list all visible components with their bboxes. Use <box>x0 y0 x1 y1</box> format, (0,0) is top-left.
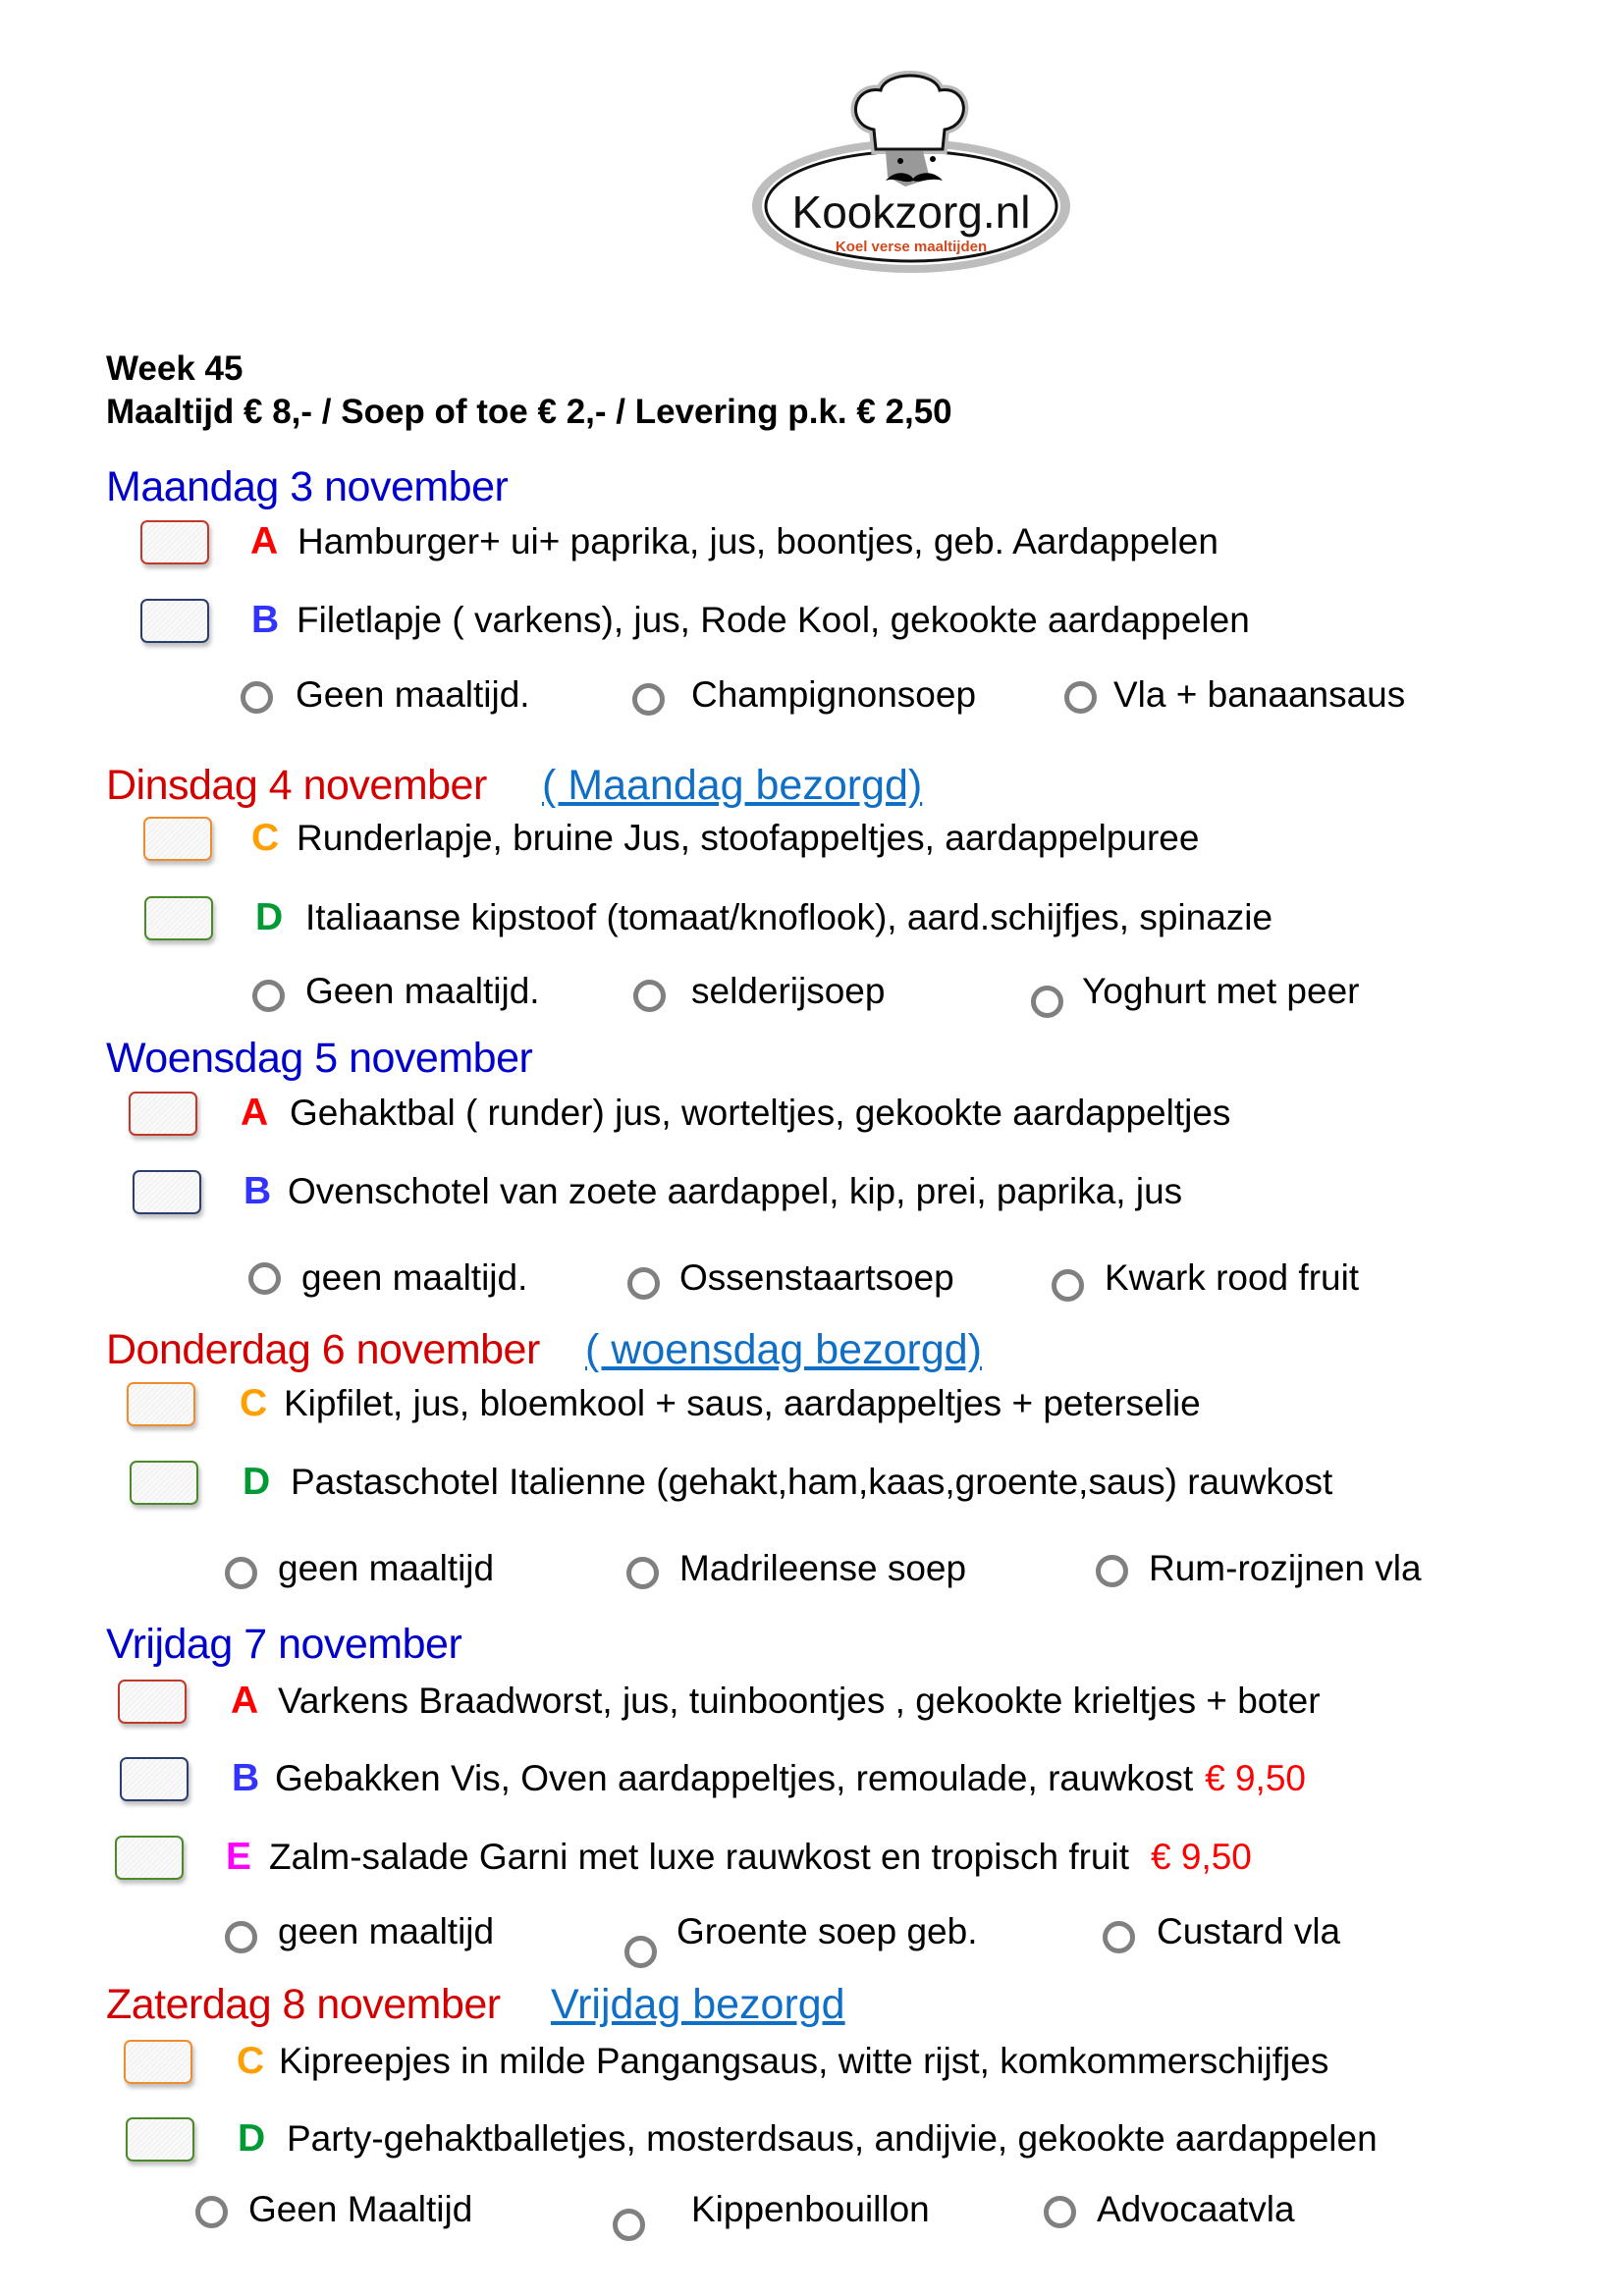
meal-checkbox-d[interactable] <box>130 1461 198 1505</box>
option-radio[interactable] <box>633 980 666 1012</box>
meal-description <box>288 1170 1182 1213</box>
day-heading: Dinsdag 4 november <box>106 762 487 809</box>
option-label: Advocaatvla <box>1097 2189 1295 2229</box>
option-radio[interactable] <box>252 980 285 1012</box>
meal-checkbox-a[interactable] <box>140 520 209 564</box>
option-radio[interactable] <box>225 1557 257 1589</box>
option-label: Champignonsoep <box>691 674 977 715</box>
meal-description <box>297 599 1250 642</box>
meal-description <box>275 1757 1306 1800</box>
option-label: selderijsoep <box>691 971 886 1011</box>
option-label: Vla + banaansaus <box>1113 674 1406 715</box>
option-radio[interactable] <box>248 1262 281 1295</box>
option-label: Custard vla <box>1157 1911 1341 1951</box>
meal-option-letter: C <box>251 817 280 859</box>
meal-text: Kipreepjes in milde Pangangsaus, witte rijst, komkommerschijfjes <box>279 2041 1329 2081</box>
meal-text: Gehaktbal ( runder) jus, worteltjes, gekookte aardappeltjes <box>290 1093 1231 1133</box>
option-label: geen maaltijd <box>278 1548 495 1588</box>
option-label: Groente soep geb. <box>677 1911 978 1951</box>
meal-option-letter: E <box>226 1836 252 1878</box>
meal-text: Kipfilet, jus, bloemkool + saus, aardappeltjes + peterselie <box>284 1383 1201 1423</box>
meal-text: Varkens Braadworst, jus, tuinboontjes , gekookte krieltjes + boter <box>278 1681 1321 1721</box>
week-label: Week 45 <box>106 349 244 388</box>
option-radio[interactable] <box>1052 1269 1084 1302</box>
meal-text: Pastaschotel Italienne (gehakt,ham,kaas,groente,saus) rauwkost <box>291 1462 1333 1502</box>
kookzorg-logo <box>748 71 1074 277</box>
delivery-note-link[interactable]: ( Maandag bezorgd) <box>542 762 923 809</box>
option-radio[interactable] <box>632 683 665 716</box>
meal-description <box>269 1836 1252 1879</box>
option-radio[interactable] <box>1064 681 1097 714</box>
option-label: Madrileense soep <box>679 1548 967 1588</box>
meal-option-letter: D <box>255 896 284 938</box>
meal-description <box>291 1461 1332 1504</box>
meal-text: Runderlapje, bruine Jus, stoofappeltjes, aardappelpuree <box>297 818 1200 858</box>
meal-checkbox-a[interactable] <box>118 1680 187 1724</box>
meal-text: Italiaanse kipstoof (tomaat/knoflook), aard.schijfjes, spinazie <box>305 897 1273 937</box>
meal-checkbox-c[interactable] <box>127 1382 195 1426</box>
price-info: Maaltijd € 8,- / Soep of toe € 2,- / Levering p.k. € 2,50 <box>106 393 952 431</box>
option-label: Geen maaltijd. <box>296 674 530 715</box>
day-heading: Maandag 3 november <box>106 463 509 510</box>
delivery-note-link[interactable]: ( woensdag bezorgd) <box>585 1326 982 1373</box>
svg-text:Koel verse maaltijden: Koel verse maaltijden <box>835 239 988 255</box>
meal-option-letter: A <box>241 1092 269 1134</box>
meal-description <box>287 2117 1378 2161</box>
meal-description <box>278 1680 1321 1723</box>
option-label: geen maaltijd. <box>301 1257 528 1298</box>
option-radio[interactable] <box>1044 2196 1076 2228</box>
meal-text: Gebakken Vis, Oven aardappeltjes, remoulade, rauwkost <box>275 1758 1194 1798</box>
meal-description <box>284 1382 1201 1425</box>
option-label: Kwark rood fruit <box>1105 1257 1360 1298</box>
option-label: Geen maaltijd. <box>305 971 540 1011</box>
meal-checkbox-b[interactable] <box>140 599 209 643</box>
meal-option-letter: D <box>243 1461 271 1503</box>
meal-option-letter: B <box>251 599 280 641</box>
meal-option-letter: D <box>238 2117 266 2160</box>
day-heading: Zaterdag 8 november <box>106 1981 501 2028</box>
meal-price: € 9,50 <box>1151 1837 1252 1877</box>
meal-description <box>297 817 1199 860</box>
option-radio[interactable] <box>195 2196 228 2228</box>
option-radio[interactable] <box>1096 1555 1128 1587</box>
meal-checkbox-d[interactable] <box>144 896 213 940</box>
meal-option-letter: B <box>232 1757 260 1799</box>
meal-checkbox-c[interactable] <box>143 817 212 861</box>
option-label: Kippenbouillon <box>691 2189 930 2229</box>
meal-text: Zalm-salade Garni met luxe rauwkost en tropisch fruit <box>269 1837 1130 1877</box>
day-heading: Donderdag 6 november <box>106 1326 540 1373</box>
option-radio[interactable] <box>1031 986 1063 1018</box>
meal-description <box>305 896 1272 939</box>
meal-option-letter: C <box>237 2040 265 2082</box>
meal-option-letter: B <box>244 1170 272 1212</box>
option-radio[interactable] <box>624 1936 657 1968</box>
option-label: Geen Maaltijd <box>248 2189 473 2229</box>
option-radio[interactable] <box>626 1557 659 1589</box>
option-radio[interactable] <box>627 1267 660 1300</box>
meal-option-letter: A <box>231 1680 259 1722</box>
meal-checkbox-b[interactable] <box>133 1170 201 1214</box>
day-heading: Vrijdag 7 november <box>106 1621 462 1668</box>
option-label: Rum-rozijnen vla <box>1149 1548 1422 1588</box>
meal-text: Hamburger+ ui+ paprika, jus, boontjes, geb. Aardappelen <box>298 521 1218 561</box>
option-label: Yoghurt met peer <box>1082 971 1360 1011</box>
meal-text: Ovenschotel van zoete aardappel, kip, prei, paprika, jus <box>288 1171 1183 1211</box>
meal-option-letter: C <box>240 1382 268 1424</box>
svg-text:Kookzorg.nl: Kookzorg.nl <box>791 187 1031 238</box>
option-radio[interactable] <box>225 1921 257 1953</box>
option-radio[interactable] <box>1103 1921 1135 1953</box>
meal-option-letter: A <box>250 520 279 562</box>
day-heading: Woensdag 5 november <box>106 1035 533 1082</box>
meal-description <box>298 520 1218 563</box>
meal-description <box>290 1092 1230 1135</box>
meal-checkbox-d[interactable] <box>126 2117 194 2162</box>
option-label: geen maaltijd <box>278 1911 495 1951</box>
meal-checkbox-c[interactable] <box>124 2040 192 2084</box>
meal-text: Filetlapje ( varkens), jus, Rode Kool, gekookte aardappelen <box>297 600 1250 640</box>
delivery-note-link[interactable]: Vrijdag bezorgd <box>551 1981 845 2028</box>
meal-text: Party-gehaktballetjes, mosterdsaus, andijvie, gekookte aardappelen <box>287 2118 1378 2159</box>
option-radio[interactable] <box>241 681 273 714</box>
option-radio[interactable] <box>613 2209 645 2241</box>
option-label: Ossenstaartsoep <box>679 1257 954 1298</box>
meal-checkbox-b[interactable] <box>120 1757 189 1801</box>
meal-checkbox-e[interactable] <box>115 1836 184 1880</box>
meal-description <box>279 2040 1328 2083</box>
meal-checkbox-a[interactable] <box>129 1092 197 1136</box>
meal-price: € 9,50 <box>1205 1758 1306 1798</box>
